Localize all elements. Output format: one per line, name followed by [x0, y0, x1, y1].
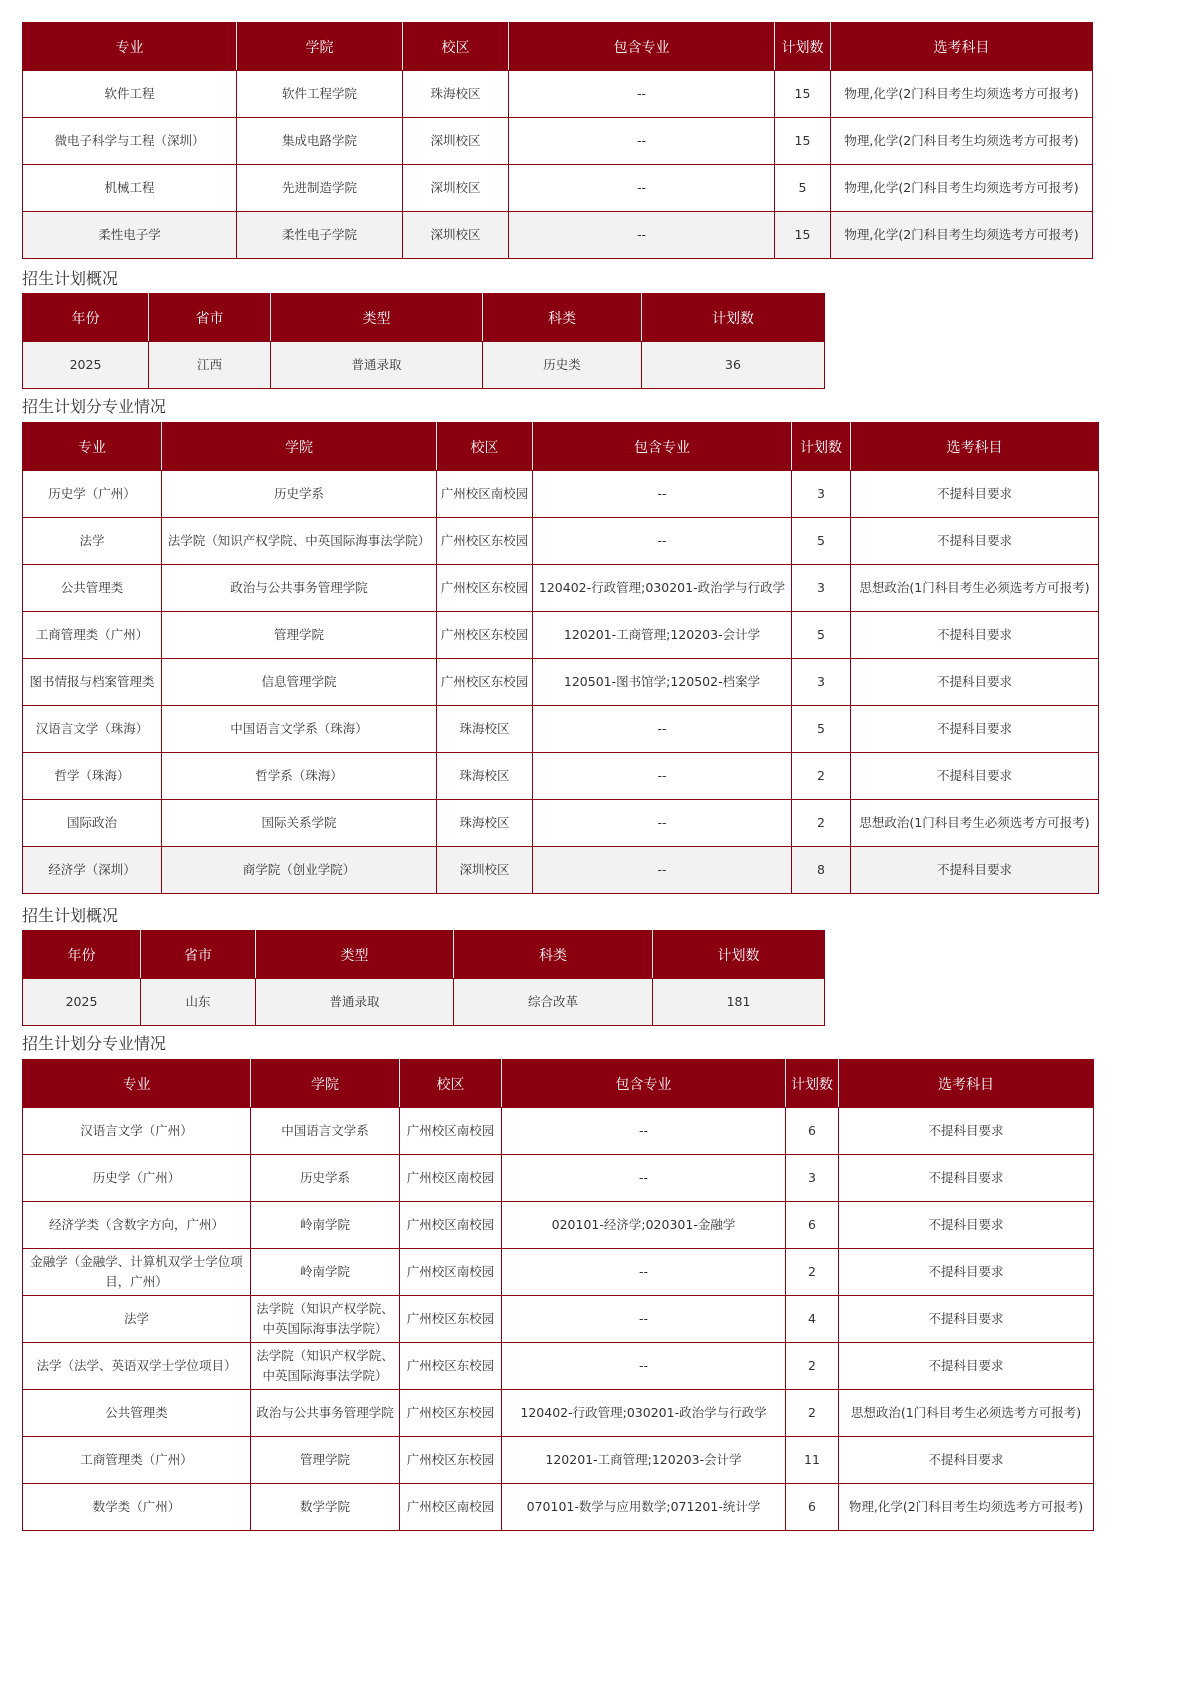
- cell-included: --: [533, 800, 792, 847]
- cell-major: 历史学（广州）: [23, 471, 162, 518]
- cell-count: 15: [775, 212, 831, 259]
- cell-count: 6: [786, 1108, 839, 1155]
- cell-subjects: 不提科目要求: [851, 706, 1099, 753]
- cell-college: 政治与公共事务管理学院: [251, 1390, 400, 1437]
- header-college: 学院: [237, 23, 403, 71]
- cell-major: 经济学（深圳）: [23, 847, 162, 894]
- cell-included: --: [502, 1343, 786, 1390]
- cell-major: 公共管理类: [23, 565, 162, 612]
- table-row: [23, 1202, 1094, 1249]
- cell-included: --: [509, 165, 775, 212]
- table-header-row: [23, 423, 1099, 471]
- cell-major: 汉语言文学（广州）: [23, 1108, 251, 1155]
- cell-subjects: 不提科目要求: [839, 1155, 1094, 1202]
- cell-count: 5: [792, 706, 851, 753]
- cell-college: 法学院（知识产权学院、中英国际海事法学院）: [162, 518, 437, 565]
- cell-campus: 深圳校区: [403, 212, 509, 259]
- table-row: [23, 659, 1099, 706]
- table-header-row: [23, 294, 825, 342]
- cell-campus: 广州校区东校园: [437, 612, 533, 659]
- cell-major: 柔性电子学: [23, 212, 237, 259]
- cell-included: 120402-行政管理;030201-政治学与行政学: [533, 565, 792, 612]
- table-row: [23, 1437, 1094, 1484]
- header-subjects: 选考科目: [831, 23, 1093, 71]
- cell-year: 2025: [23, 342, 149, 389]
- cell-count: 3: [792, 659, 851, 706]
- cell-major: 经济学类（含数字方向，广州）: [23, 1202, 251, 1249]
- cell-college: 集成电路学院: [237, 118, 403, 165]
- cell-campus: 深圳校区: [403, 118, 509, 165]
- cell-count: 2: [792, 800, 851, 847]
- cell-included: 120201-工商管理;120203-会计学: [533, 612, 792, 659]
- cell-major: 国际政治: [23, 800, 162, 847]
- cell-type: 普通录取: [271, 342, 483, 389]
- cell-campus: 广州校区东校园: [437, 518, 533, 565]
- header-subjects: 选考科目: [839, 1060, 1094, 1108]
- header-campus: 校区: [400, 1060, 502, 1108]
- header-year: 年份: [23, 931, 141, 979]
- cell-major: 工商管理类（广州）: [23, 1437, 251, 1484]
- cell-subjects: 物理,化学(2门科目考生均须选考方可报考): [831, 165, 1093, 212]
- header-count: 计划数: [642, 294, 825, 342]
- cell-subjects: 不提科目要求: [851, 847, 1099, 894]
- cell-college: 数学学院: [251, 1484, 400, 1531]
- cell-count: 181: [653, 979, 825, 1026]
- cell-count: 6: [786, 1484, 839, 1531]
- cell-subjects: 思想政治(1门科目考生必须选考方可报考): [851, 800, 1099, 847]
- cell-subjects: 不提科目要求: [851, 753, 1099, 800]
- overview-table-shandong: [22, 930, 825, 1026]
- cell-subjects: 思想政治(1门科目考生必须选考方可报考): [839, 1390, 1094, 1437]
- cell-count: 2: [786, 1390, 839, 1437]
- cell-campus: 广州校区南校园: [400, 1484, 502, 1531]
- cell-major: 软件工程: [23, 71, 237, 118]
- header-type: 类型: [271, 294, 483, 342]
- table-row: [23, 165, 1093, 212]
- cell-year: 2025: [23, 979, 141, 1026]
- cell-count: 11: [786, 1437, 839, 1484]
- cell-campus: 广州校区南校园: [400, 1108, 502, 1155]
- header-major: 专业: [23, 423, 162, 471]
- header-count: 计划数: [775, 23, 831, 71]
- cell-subjects: 不提科目要求: [839, 1249, 1094, 1296]
- header-college: 学院: [162, 423, 437, 471]
- cell-college: 商学院（创业学院）: [162, 847, 437, 894]
- cell-campus: 深圳校区: [437, 847, 533, 894]
- cell-campus: 广州校区南校园: [400, 1155, 502, 1202]
- header-category: 科类: [454, 931, 653, 979]
- cell-major: 公共管理类: [23, 1390, 251, 1437]
- table-row: [23, 1108, 1094, 1155]
- cell-college: 岭南学院: [251, 1249, 400, 1296]
- cell-included: --: [533, 847, 792, 894]
- cell-college: 法学院（知识产权学院、中英国际海事法学院）: [251, 1296, 400, 1343]
- table-header-row: [23, 23, 1093, 71]
- cell-subjects: 不提科目要求: [839, 1108, 1094, 1155]
- header-type: 类型: [256, 931, 454, 979]
- cell-count: 8: [792, 847, 851, 894]
- cell-included: --: [502, 1155, 786, 1202]
- header-included: 包含专业: [509, 23, 775, 71]
- header-campus: 校区: [403, 23, 509, 71]
- cell-major: 法学: [23, 518, 162, 565]
- table-row: [23, 1155, 1094, 1202]
- cell-count: 5: [775, 165, 831, 212]
- cell-college: 岭南学院: [251, 1202, 400, 1249]
- cell-included: --: [502, 1296, 786, 1343]
- cell-type: 普通录取: [256, 979, 454, 1026]
- cell-campus: 广州校区南校园: [437, 471, 533, 518]
- cell-subjects: 物理,化学(2门科目考生均须选考方可报考): [839, 1484, 1094, 1531]
- cell-major: 哲学（珠海）: [23, 753, 162, 800]
- table-row: [23, 212, 1093, 259]
- cell-college: 信息管理学院: [162, 659, 437, 706]
- cell-college: 软件工程学院: [237, 71, 403, 118]
- cell-campus: 广州校区东校园: [400, 1296, 502, 1343]
- header-count: 计划数: [653, 931, 825, 979]
- cell-campus: 广州校区东校园: [437, 659, 533, 706]
- cell-included: --: [533, 471, 792, 518]
- header-year: 年份: [23, 294, 149, 342]
- table-row: [23, 1484, 1094, 1531]
- cell-included: --: [509, 212, 775, 259]
- cell-subjects: 不提科目要求: [851, 518, 1099, 565]
- cell-major: 机械工程: [23, 165, 237, 212]
- table-row: [23, 706, 1099, 753]
- section-title-overview: 招生计划概况: [22, 906, 119, 925]
- cell-campus: 珠海校区: [437, 706, 533, 753]
- header-included: 包含专业: [533, 423, 792, 471]
- header-included: 包含专业: [502, 1060, 786, 1108]
- cell-count: 6: [786, 1202, 839, 1249]
- cell-campus: 广州校区东校园: [400, 1343, 502, 1390]
- header-major: 专业: [23, 1060, 251, 1108]
- cell-subjects: 不提科目要求: [839, 1202, 1094, 1249]
- cell-campus: 珠海校区: [437, 753, 533, 800]
- cell-college: 管理学院: [162, 612, 437, 659]
- cell-subjects: 不提科目要求: [839, 1296, 1094, 1343]
- header-college: 学院: [251, 1060, 400, 1108]
- table-row: [23, 800, 1099, 847]
- cell-college: 中国语言文学系: [251, 1108, 400, 1155]
- cell-college: 历史学系: [251, 1155, 400, 1202]
- cell-subjects: 不提科目要求: [839, 1437, 1094, 1484]
- cell-included: 120402-行政管理;030201-政治学与行政学: [502, 1390, 786, 1437]
- cell-campus: 珠海校区: [437, 800, 533, 847]
- cell-subjects: 不提科目要求: [851, 471, 1099, 518]
- cell-count: 15: [775, 71, 831, 118]
- cell-major: 汉语言文学（珠海）: [23, 706, 162, 753]
- table-row: [23, 71, 1093, 118]
- cell-college: 柔性电子学院: [237, 212, 403, 259]
- cell-subjects: 物理,化学(2门科目考生均须选考方可报考): [831, 212, 1093, 259]
- cell-province: 江西: [149, 342, 271, 389]
- header-category: 科类: [483, 294, 642, 342]
- cell-subjects: 不提科目要求: [839, 1343, 1094, 1390]
- cell-province: 山东: [141, 979, 256, 1026]
- major-plan-table-1: [22, 22, 1093, 259]
- cell-count: 3: [786, 1155, 839, 1202]
- section-title-by-major: 招生计划分专业情况: [22, 397, 167, 416]
- table-row: [23, 565, 1099, 612]
- table-row: [23, 979, 825, 1026]
- cell-college: 政治与公共事务管理学院: [162, 565, 437, 612]
- cell-count: 4: [786, 1296, 839, 1343]
- cell-major: 工商管理类（广州）: [23, 612, 162, 659]
- header-province: 省市: [149, 294, 271, 342]
- cell-major: 微电子科学与工程（深圳）: [23, 118, 237, 165]
- header-count: 计划数: [792, 423, 851, 471]
- table-header-row: [23, 1060, 1094, 1108]
- table-row: [23, 118, 1093, 165]
- cell-count: 2: [792, 753, 851, 800]
- cell-count: 5: [792, 518, 851, 565]
- section-title-overview: 招生计划概况: [22, 269, 119, 288]
- cell-category: 综合改革: [454, 979, 653, 1026]
- cell-included: --: [533, 753, 792, 800]
- table-row: [23, 1390, 1094, 1437]
- cell-major: 法学: [23, 1296, 251, 1343]
- cell-count: 2: [786, 1249, 839, 1296]
- major-plan-table-jiangxi: [22, 422, 1099, 894]
- cell-major: 数学类（广州）: [23, 1484, 251, 1531]
- cell-campus: 深圳校区: [403, 165, 509, 212]
- table-row: [23, 518, 1099, 565]
- cell-count: 36: [642, 342, 825, 389]
- cell-campus: 广州校区南校园: [400, 1202, 502, 1249]
- table-row: [23, 342, 825, 389]
- cell-subjects: 物理,化学(2门科目考生均须选考方可报考): [831, 118, 1093, 165]
- cell-included: 020101-经济学;020301-金融学: [502, 1202, 786, 1249]
- cell-count: 3: [792, 565, 851, 612]
- cell-included: --: [502, 1249, 786, 1296]
- cell-included: --: [533, 518, 792, 565]
- cell-count: 2: [786, 1343, 839, 1390]
- cell-included: 120201-工商管理;120203-会计学: [502, 1437, 786, 1484]
- cell-included: --: [533, 706, 792, 753]
- table-row: [23, 1296, 1094, 1343]
- cell-included: --: [502, 1108, 786, 1155]
- cell-major: 法学（法学、英语双学士学位项目）: [23, 1343, 251, 1390]
- cell-college: 中国语言文学系（珠海）: [162, 706, 437, 753]
- cell-college: 先进制造学院: [237, 165, 403, 212]
- header-province: 省市: [141, 931, 256, 979]
- cell-campus: 广州校区东校园: [400, 1437, 502, 1484]
- cell-major: 历史学（广州）: [23, 1155, 251, 1202]
- cell-count: 3: [792, 471, 851, 518]
- cell-included: 070101-数学与应用数学;071201-统计学: [502, 1484, 786, 1531]
- table-row: [23, 1249, 1094, 1296]
- table-row: [23, 612, 1099, 659]
- overview-table-jiangxi: [22, 293, 825, 389]
- cell-subjects: 物理,化学(2门科目考生均须选考方可报考): [831, 71, 1093, 118]
- table-row: [23, 847, 1099, 894]
- header-campus: 校区: [437, 423, 533, 471]
- table-header-row: [23, 931, 825, 979]
- cell-campus: 广州校区东校园: [437, 565, 533, 612]
- cell-college: 法学院（知识产权学院、中英国际海事法学院）: [251, 1343, 400, 1390]
- cell-included: 120501-图书馆学;120502-档案学: [533, 659, 792, 706]
- cell-included: --: [509, 118, 775, 165]
- cell-subjects: 思想政治(1门科目考生必须选考方可报考): [851, 565, 1099, 612]
- cell-major: 金融学（金融学、计算机双学士学位项目，广州）: [23, 1249, 251, 1296]
- cell-campus: 广州校区南校园: [400, 1249, 502, 1296]
- major-plan-table-shandong: [22, 1059, 1094, 1531]
- cell-subjects: 不提科目要求: [851, 612, 1099, 659]
- cell-subjects: 不提科目要求: [851, 659, 1099, 706]
- cell-campus: 珠海校区: [403, 71, 509, 118]
- cell-count: 5: [792, 612, 851, 659]
- cell-campus: 广州校区东校园: [400, 1390, 502, 1437]
- table-row: [23, 471, 1099, 518]
- cell-college: 管理学院: [251, 1437, 400, 1484]
- cell-count: 15: [775, 118, 831, 165]
- cell-college: 国际关系学院: [162, 800, 437, 847]
- cell-major: 图书情报与档案管理类: [23, 659, 162, 706]
- cell-college: 历史学系: [162, 471, 437, 518]
- table-row: [23, 753, 1099, 800]
- section-title-by-major: 招生计划分专业情况: [22, 1034, 167, 1053]
- header-major: 专业: [23, 23, 237, 71]
- table-row: [23, 1343, 1094, 1390]
- header-count: 计划数: [786, 1060, 839, 1108]
- cell-included: --: [509, 71, 775, 118]
- cell-college: 哲学系（珠海）: [162, 753, 437, 800]
- header-subjects: 选考科目: [851, 423, 1099, 471]
- cell-category: 历史类: [483, 342, 642, 389]
